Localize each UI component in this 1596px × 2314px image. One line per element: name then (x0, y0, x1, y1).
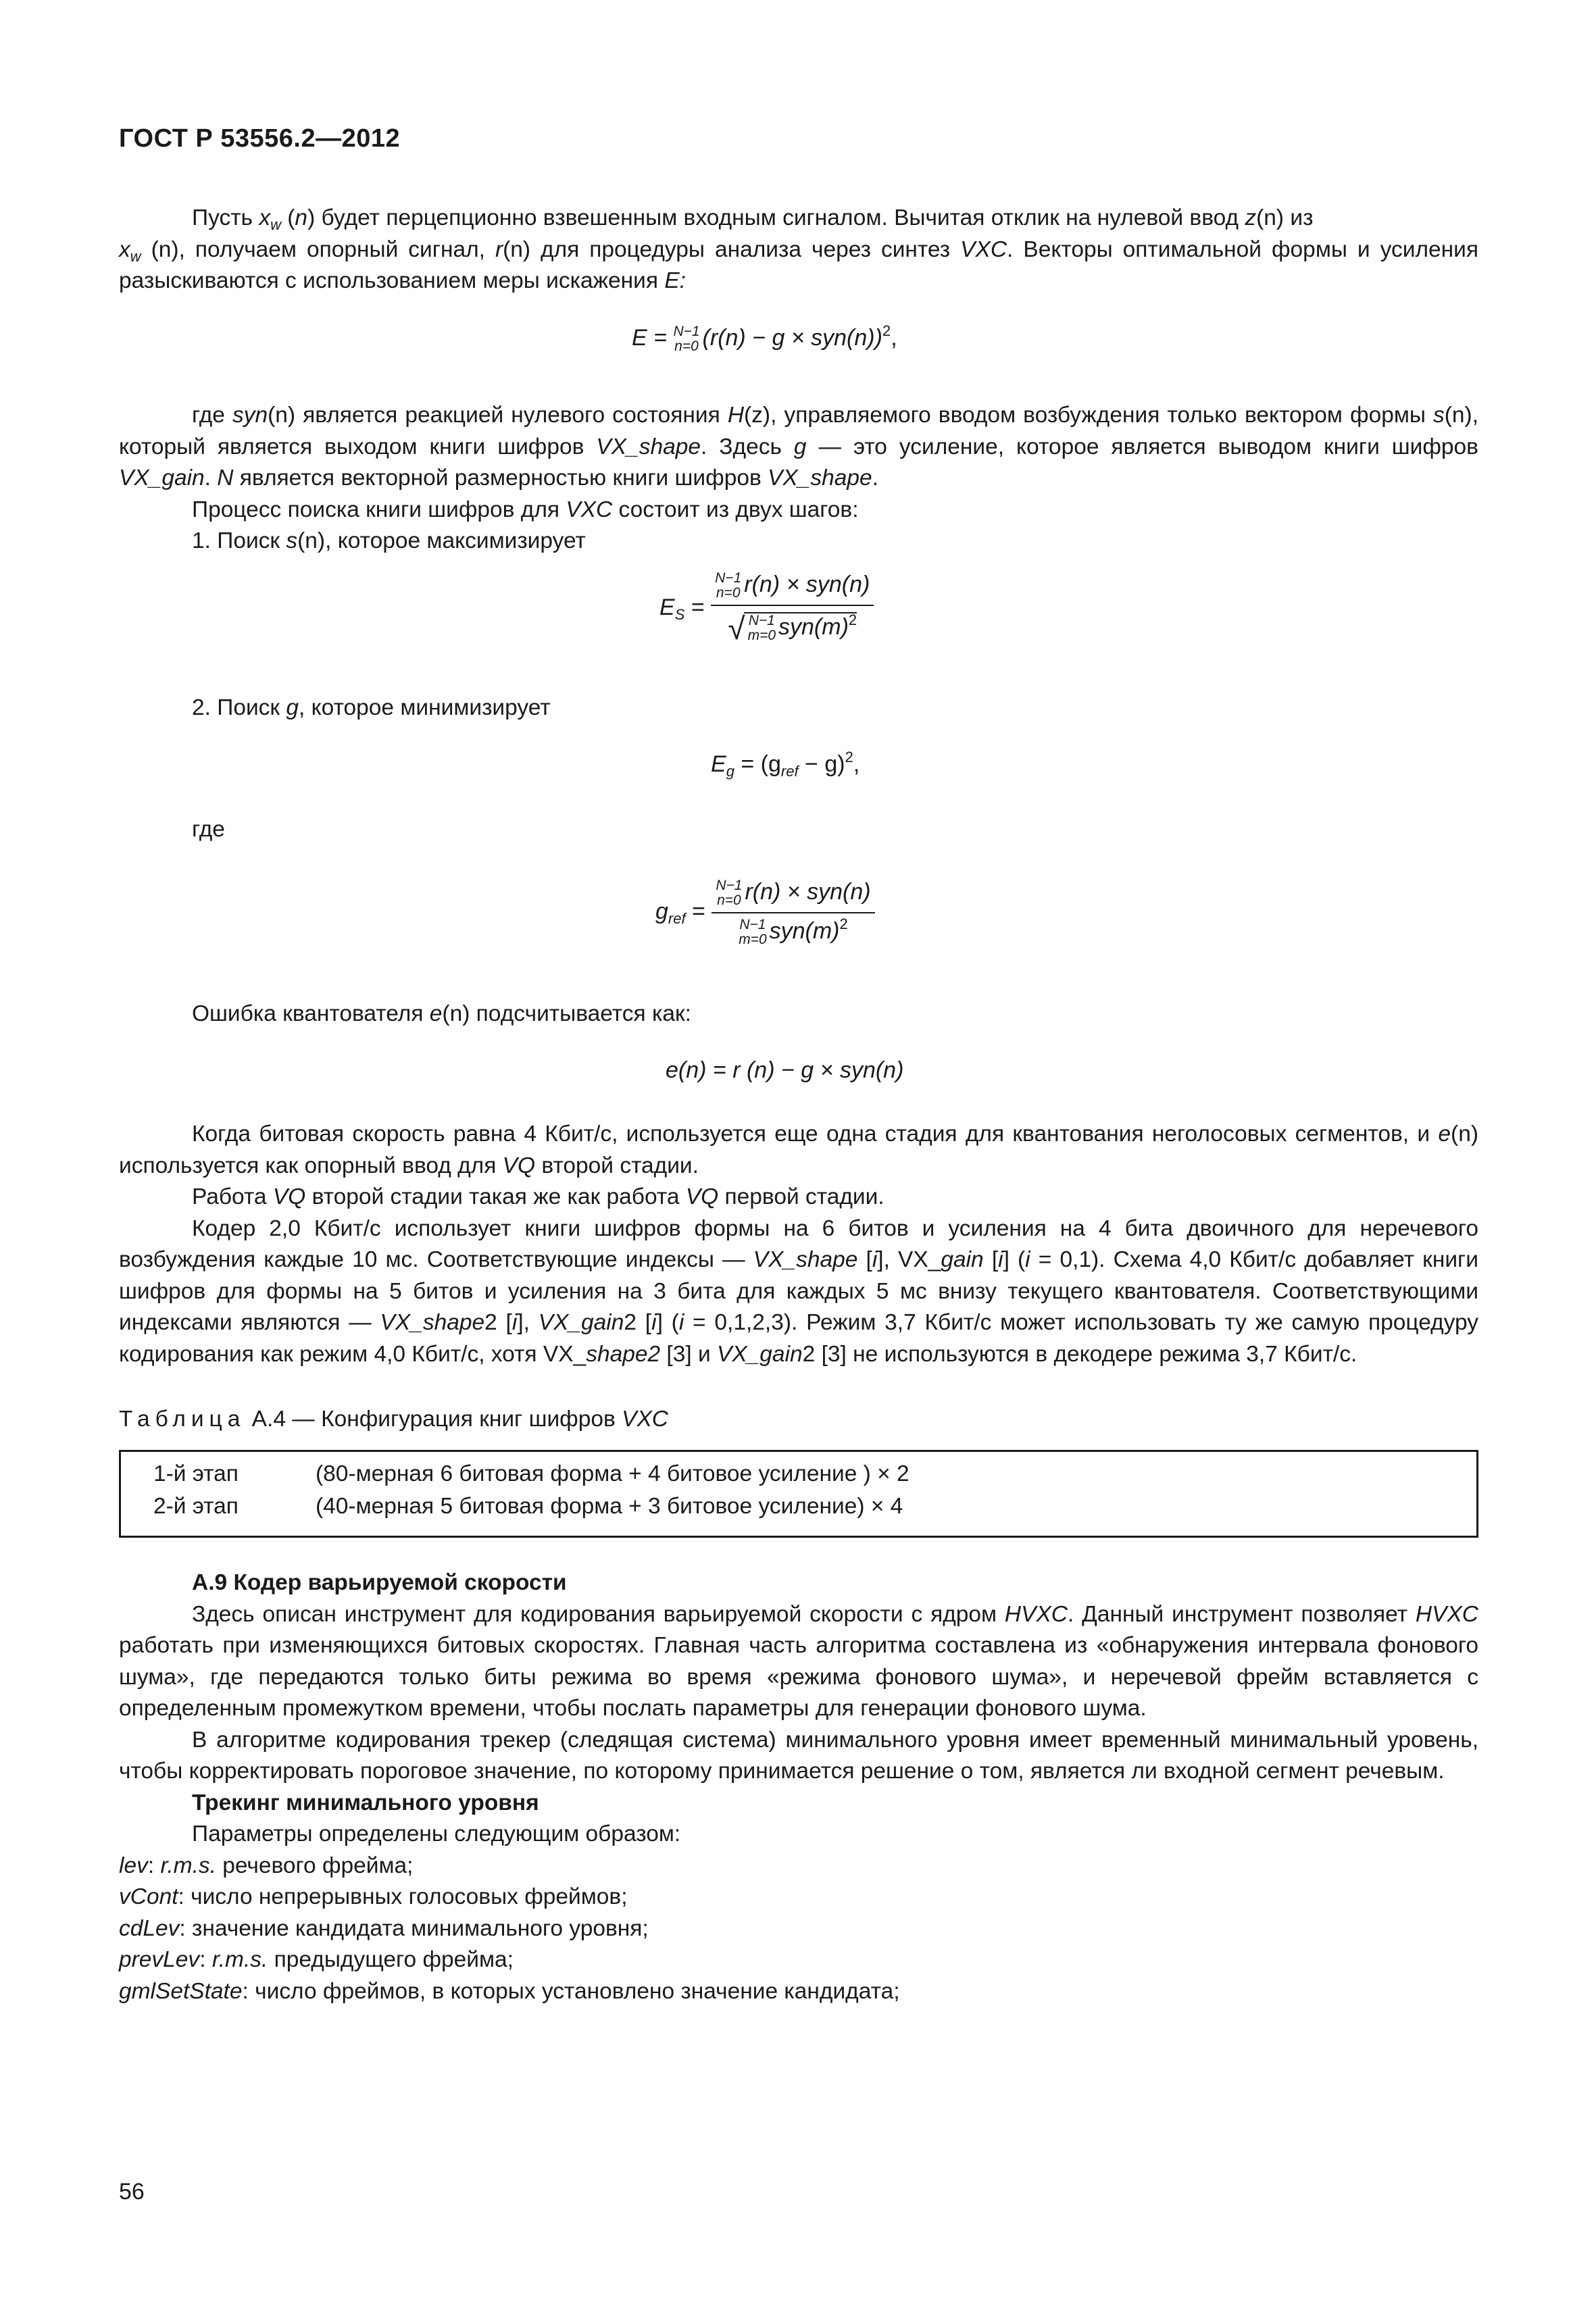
section-a9: А.9 Кодер варьируемой скорости Здесь описан инструмент для кодирования варьируемой скорости с ядром HVXC. Данный инструмент позволяет HVXC работать при изменяющихся битовых скоростях. Главная часть алгоритма составлена из «обнаружения интервала фонового шума», где передаются только биты режима во время «режима фонового шума», и неречевой фрейм вставляется с определенным промежутком времени, чтобы послать параметры для генерации фонового шума. В алгоритме кодирования трекер (следящая система) минимального уровня имеет временный минимальный уровень, чтобы корректировать пороговое значение, по которому принимается решение о том, является ли входной сегмент речевым. Трекинг минимального уровня Параметры определены следующим образом: lev: r.m.s. речевого фрейма; vCont: число непрерывных голосовых фреймов; cdLev: значение кандидата минимального уровня; prevLev: r.m.s. предыдущего фрейма; gmlSetState: число фреймов, в которых установлено значение кандидата; (119, 1567, 1478, 2007)
where-label: где (192, 817, 225, 842)
formula-error: e(n) = r (n) − g × syn(n) (666, 1057, 904, 1083)
paragraph-quantizer-error: Ошибка квантователя e(n) подсчитывается как: (192, 1001, 691, 1026)
formula-distortion-e: E = N−1 n=0 $(r(n) - g \times syn(n))^2$, (632, 322, 897, 354)
table-row: 2-й этап (40-мерная 5 битовая форма + 3 битовое усиление) × 4 (153, 1494, 903, 1519)
paragraph-syn-definition: где syn(n) является реакцией нулевого состояния H(z), управляемого вводом возбуждения только вектором формы s(n), который является выходом книги шифров VX_shape. Здесь g — это усиление, которое является выводом книги шифров VX_gain. N является векторной размерностью книги шифров VX_shape. Процесс поиска книги шифров для VXC состоит из двух шагов: 1. Поиск s(n), которое максимизирует (119, 403, 1478, 553)
formula-gref: $g_{ref}$ = N−1 n=0 r(n) × syn(n) N−1 m=0 $syn(m)^2$ (655, 878, 875, 947)
codebook-table (119, 1450, 1478, 1538)
param-item: prevLev: r.m.s. предыдущего фрейма; (119, 1947, 514, 1972)
step-two: 2. Поиск g, которое минимизирует (192, 695, 551, 720)
standard-header: ГОСТ Р 53556.2—2012 (119, 124, 401, 153)
param-item: gmlSetState: число фреймов, в которых установлено значение кандидата; (119, 1978, 900, 2004)
param-item: lev: r.m.s. речевого фрейма; (119, 1853, 414, 1878)
param-item: vCont: число непрерывных голосовых фреймов; (119, 1884, 628, 1909)
paragraph-intro: Пусть $x_w$ (n) будет перцепционно взвешенным входным сигналом. Вычитая отклик на нулевой ввод z(n) из $x_w$ (n), получаем опорный сигнал, r(n) для процедуры анализа через синтез VXC. Векторы оптимальной формы и усиления разыскиваются с использованием меры искажения E: (119, 205, 1478, 293)
formula-gref-fraction: N−1 n=0 r(n) × syn(n) N−1 m=0 $syn(m)^2$ (712, 878, 874, 947)
subsection-heading: Трекинг минимального уровня (192, 1790, 539, 1815)
section-heading: А.9 Кодер варьируемой скорости (192, 1570, 567, 1595)
table-row: 1-й этап (80-мерная 6 битовая форма + 4 битовое усиление ) × 2 (153, 1461, 909, 1486)
page-number: 56 (119, 2179, 145, 2205)
table-caption: Таблица А.4 — Конфигурация книг шифров VXC (119, 1407, 668, 1432)
paragraph-bitrate: Когда битовая скорость равна 4 Кбит/с, используется еще одна стадия для квантования неголосовых сегментов, и e(n) используется как опорный ввод для VQ второй стадии. Работа VQ второй стадии такая же как работа VQ первой стадии. Кодер 2,0 Кбит/с использует книги шифров формы на 6 битов и усиления на 4 бита двоичного для неречевого возбуждения каждые 10 мс. Соответствующие индексы — VX_shape [i], VX_gain [i] (i = 0,1). Схема 4,0 Кбит/с добавляет книги шифров для формы на 5 битов и усиления на 3 бита для каждых 5 мс внизу текущего квантователя. Соответствующими индексами являются — VX_shape2 [i], VX_gain2 [i] (i = 0,1,2,3). Режим 3,7 Кбит/с может использовать ту же самую процедуру кодирования как режим 4,0 Кбит/с, хотя VX_shape2 [3] и VX_gain2 [3] не используются в декодере режима 3,7 Кбит/с. (119, 1122, 1479, 1367)
param-item: cdLev: значение кандидата минимального уровня; (119, 1915, 649, 1941)
formula-es: $E_S$ = N−1 n=0 r(n) × syn(n) √ N−1 m=0 $syn(m)^2$ (659, 571, 874, 647)
formula-eg: $E_g = (g_{ref} - g)^2$, (711, 749, 860, 780)
formula-es-fraction: N−1 n=0 r(n) × syn(n) √ N−1 m=0 $syn(m)^2$ (711, 571, 874, 647)
